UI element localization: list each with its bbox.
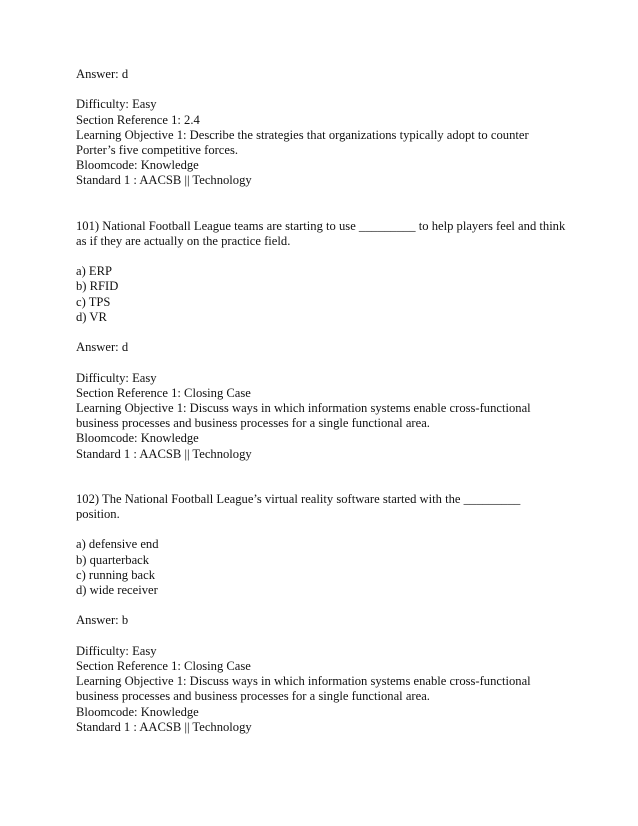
answer-options bbox=[76, 537, 576, 598]
question-line: 101) National Football League teams are starting to use _________ to help players feel and think bbox=[76, 218, 566, 233]
previous-question-block bbox=[76, 67, 576, 189]
section-reference-line: Section Reference 1: Closing Case bbox=[76, 659, 251, 673]
learning-objective-line: business processes and business processes for a single functional area. bbox=[76, 689, 430, 704]
bloomcode-line: Bloomcode: Knowledge bbox=[76, 431, 199, 446]
question-102 bbox=[76, 492, 576, 735]
standard-line: Standard 1 : AACSB || Technology bbox=[76, 173, 252, 188]
learning-objective-line: Learning Objective 1: Describe the strategies that organizations typically adopt to counter bbox=[76, 127, 529, 142]
question-metadata bbox=[76, 97, 576, 188]
option-b: b) quarterback bbox=[76, 552, 150, 567]
section-reference-line: Section Reference 1: 2.4 bbox=[76, 112, 200, 127]
learning-objective-line: Learning Objective 1: Discuss ways in which information systems enable cross-functional bbox=[76, 674, 531, 689]
section-reference-line: Section Reference 1: Closing Case bbox=[76, 385, 251, 400]
question-101 bbox=[76, 219, 576, 462]
option-a: a) defensive end bbox=[76, 537, 159, 552]
option-d: d) wide receiver bbox=[76, 583, 158, 598]
question-metadata bbox=[76, 644, 576, 735]
option-a: a) ERP bbox=[76, 264, 113, 279]
answer-line: Answer: d bbox=[76, 67, 129, 81]
question-line: position. bbox=[76, 507, 120, 522]
bloomcode-line: Bloomcode: Knowledge bbox=[76, 158, 199, 173]
option-c: c) running back bbox=[76, 567, 156, 582]
bloomcode-line: Bloomcode: Knowledge bbox=[76, 704, 199, 719]
learning-objective-line: Porter’s five competitive forces. bbox=[76, 143, 239, 157]
option-d: d) VR bbox=[76, 309, 107, 324]
question-text bbox=[76, 219, 576, 249]
difficulty-line: Difficulty: Easy bbox=[76, 370, 157, 385]
question-line: as if they are actually on the practice field. bbox=[76, 233, 291, 248]
answer-line: Answer: b bbox=[76, 613, 129, 628]
question-text bbox=[76, 492, 576, 522]
difficulty-line: Difficulty: Easy bbox=[76, 97, 157, 112]
difficulty-line: Difficulty: Easy bbox=[76, 643, 157, 658]
document-page bbox=[76, 67, 576, 735]
standard-line: Standard 1 : AACSB || Technology bbox=[76, 446, 252, 461]
question-line: 102) The National Football League’s virtual reality software started with the _________ bbox=[76, 491, 521, 506]
answer-options bbox=[76, 264, 576, 325]
learning-objective-line: Learning Objective 1: Discuss ways in which information systems enable cross-functional bbox=[76, 401, 531, 415]
option-c: c) TPS bbox=[76, 294, 111, 309]
question-metadata bbox=[76, 371, 576, 462]
answer-line: Answer: d bbox=[76, 340, 129, 355]
option-b: b) RFID bbox=[76, 279, 119, 294]
learning-objective-line: business processes and business processes for a single functional area. bbox=[76, 416, 430, 431]
standard-line: Standard 1 : AACSB || Technology bbox=[76, 719, 252, 734]
